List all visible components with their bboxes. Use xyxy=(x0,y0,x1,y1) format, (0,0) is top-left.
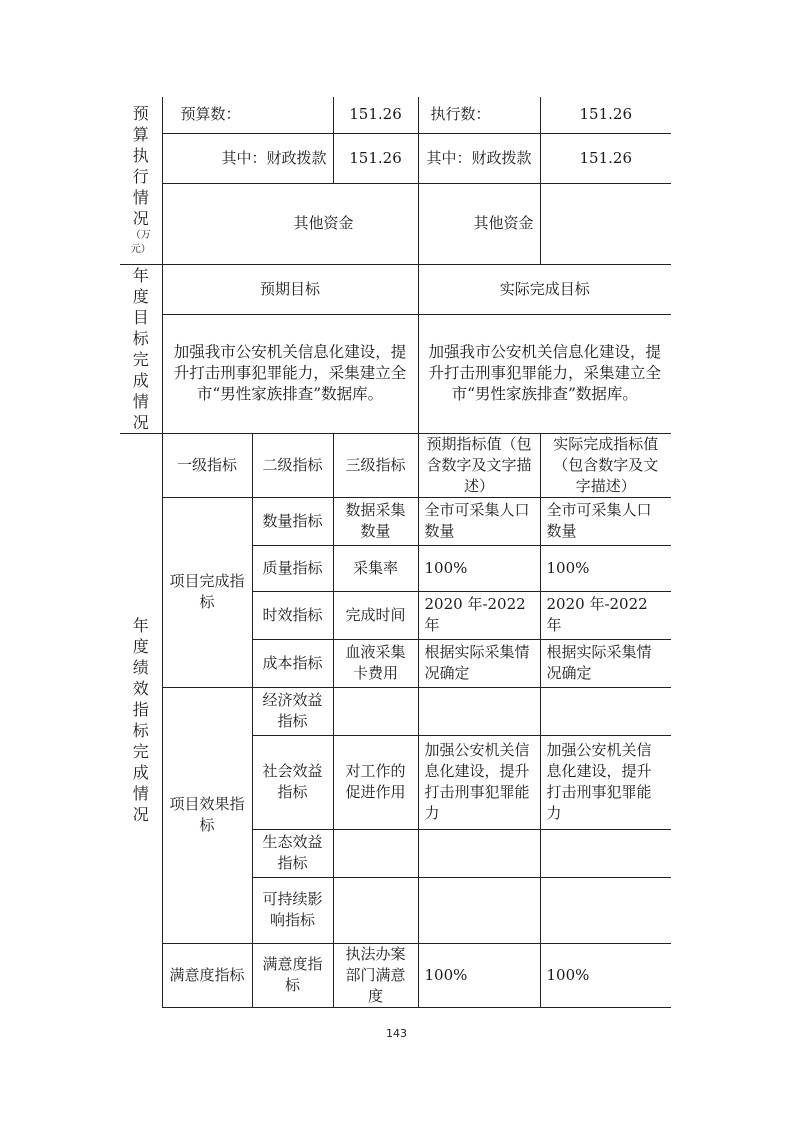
row-l3: 血液采集卡费用 xyxy=(333,639,418,687)
row-l3 xyxy=(333,877,418,943)
fiscal-allocation-value-right: 151.26 xyxy=(540,133,671,183)
group-satisfaction-indicators: 满意度指标 xyxy=(162,943,252,1007)
group-output-indicators: 项目完成指标 xyxy=(162,497,252,687)
row-expected: 根据实际采集情况确定 xyxy=(418,639,540,687)
row-l2: 生态效益指标 xyxy=(252,829,333,877)
row-l2: 质量指标 xyxy=(252,545,333,591)
row-l3: 执法办案部门满意度 xyxy=(333,943,418,1007)
budget-amount-value: 151.26 xyxy=(333,97,418,133)
actual-goal-header: 实际完成目标 xyxy=(418,264,671,315)
row-l3: 对工作的促进作用 xyxy=(333,735,418,829)
other-funds-label-left: 其他资金 xyxy=(162,183,418,264)
row-actual: 100% xyxy=(540,943,671,1007)
row-expected xyxy=(418,877,540,943)
execution-amount-value: 151.26 xyxy=(540,97,671,133)
header-level1: 一级指标 xyxy=(162,433,252,497)
row-l3 xyxy=(333,687,418,735)
row-actual xyxy=(540,877,671,943)
row-actual: 全市可采集人口数量 xyxy=(540,497,671,545)
row-l2: 可持续影响指标 xyxy=(252,877,333,943)
row-actual: 2020 年-2022 年 xyxy=(540,591,671,639)
header-level2: 二级指标 xyxy=(252,433,333,497)
fiscal-allocation-value-left: 151.26 xyxy=(333,133,418,183)
row-l2: 满意度指标 xyxy=(252,943,333,1007)
performance-evaluation-table xyxy=(120,97,671,1008)
header-actual-value: 实际完成指标值（包含数字及文字描述） xyxy=(540,433,671,497)
row-expected: 全市可采集人口数量 xyxy=(418,497,540,545)
budget-amount-label: 预算数： xyxy=(162,97,333,133)
other-funds-value-right xyxy=(540,183,671,264)
actual-goal-text: 加强我市公安机关信息化建设，提升打击刑事犯罪能力，采集建立全市“男性家族排查”数据库。 xyxy=(418,315,671,433)
row-expected: 100% xyxy=(418,943,540,1007)
row-actual: 加强公安机关信息化建设，提升打击刑事犯罪能力 xyxy=(540,735,671,829)
fiscal-allocation-label-left: 其中：财政拨款 xyxy=(162,133,333,183)
row-expected: 100% xyxy=(418,545,540,591)
execution-amount-label: 执行数： xyxy=(418,97,540,133)
row-expected: 加强公安机关信息化建设，提升打击刑事犯罪能力 xyxy=(418,735,540,829)
page-number: 143 xyxy=(386,1027,407,1040)
row-l2: 成本指标 xyxy=(252,639,333,687)
goals-side-label: 年 度 目 标 完 成 情 况 xyxy=(120,264,162,433)
row-l3: 数据采集数量 xyxy=(333,497,418,545)
fiscal-allocation-label-right: 其中：财政拨款 xyxy=(418,133,540,183)
row-actual xyxy=(540,687,671,735)
other-funds-label-right: 其他资金 xyxy=(418,183,540,264)
row-l2: 数量指标 xyxy=(252,497,333,545)
row-actual: 100% xyxy=(540,545,671,591)
row-l3: 完成时间 xyxy=(333,591,418,639)
row-l3 xyxy=(333,829,418,877)
row-l2: 社会效益指标 xyxy=(252,735,333,829)
row-expected: 2020 年-2022 年 xyxy=(418,591,540,639)
row-expected xyxy=(418,829,540,877)
row-l3: 采集率 xyxy=(333,545,418,591)
row-actual: 根据实际采集情况确定 xyxy=(540,639,671,687)
row-l2: 时效指标 xyxy=(252,591,333,639)
performance-side-label: 年 度 绩 效 指 标 完 成 情 况 xyxy=(120,433,162,1007)
header-level3: 三级指标 xyxy=(333,433,418,497)
row-expected xyxy=(418,687,540,735)
budget-side-label: 预 算 执 行 情 况 （万 元） xyxy=(120,97,162,264)
expected-goal-text: 加强我市公安机关信息化建设，提升打击刑事犯罪能力，采集建立全市“男性家族排查”数据库。 xyxy=(162,315,418,433)
row-l2: 经济效益指标 xyxy=(252,687,333,735)
header-expected-value: 预期指标值（包含数字及文字描述） xyxy=(418,433,540,497)
expected-goal-header: 预期目标 xyxy=(162,264,418,315)
group-effect-indicators: 项目效果指标 xyxy=(162,687,252,943)
row-actual xyxy=(540,829,671,877)
